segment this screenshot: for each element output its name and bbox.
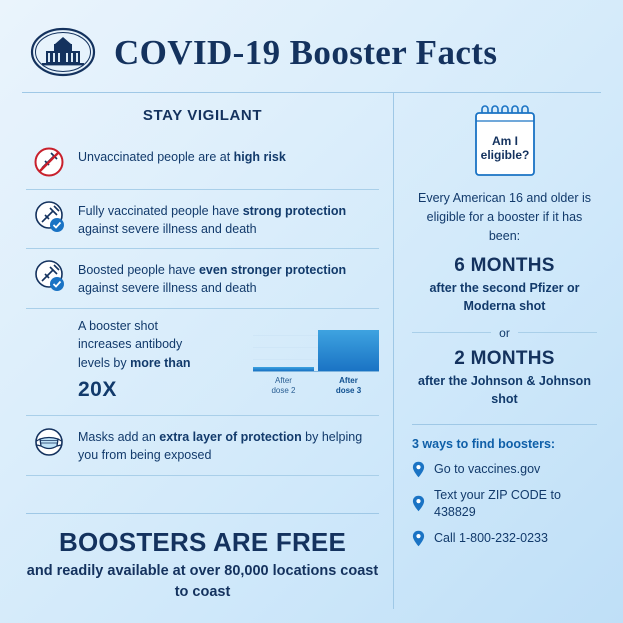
way-label: Call 1-800-232-0233 (434, 530, 548, 545)
map-pin-icon (412, 461, 425, 478)
svg-text:Am I: Am I (491, 134, 518, 148)
way-label: Text your ZIP CODE to 438829 (434, 487, 561, 519)
right-column (394, 93, 601, 609)
white-house-seal-icon (30, 26, 96, 78)
or-label: or (499, 325, 510, 340)
chart-labels (253, 376, 379, 396)
antibody-chart (253, 325, 379, 396)
boosters-free-banner (26, 513, 379, 609)
fact-boosted-text: Boosted people have even stronger protection against severe illness and death (78, 263, 347, 296)
find-boosters-title: 3 ways to find boosters: (412, 436, 556, 451)
face-mask-icon (32, 425, 66, 459)
option-a-duration: 6 MONTHS (454, 255, 555, 277)
way-vaccines-gov[interactable] (412, 461, 597, 478)
syringe-check-icon (32, 199, 66, 233)
fact-masks-text: Masks add an extra layer of protection by helping you from being exposed (78, 430, 363, 463)
find-boosters-section (412, 424, 597, 556)
antibody-row (26, 309, 379, 417)
header (22, 18, 601, 93)
chart-bar-dose3 (318, 330, 379, 372)
fact-vaccinated (26, 190, 379, 249)
fact-unvaccinated (26, 136, 379, 190)
fact-vaccinated-text: Fully vaccinated people have strong protection against severe illness and death (78, 204, 347, 237)
notepad-icon (462, 105, 548, 179)
chart-label-dose3: After dose 3 (335, 376, 362, 396)
antibody-copy: A booster shot increases antibody levels by more than 20X (26, 317, 241, 406)
eligibility-intro: Every American 16 and older is eligible for a booster if it has been: (417, 191, 591, 243)
svg-text:eligible?: eligible? (480, 148, 529, 162)
option-a-detail: after the second Pfizer or Moderna shot (429, 281, 580, 314)
chart-plot (253, 325, 379, 372)
divider-left (412, 332, 491, 333)
page-title: COVID-19 Booster Facts (114, 32, 498, 72)
fact-boosted (26, 249, 379, 308)
divider-right (518, 332, 597, 333)
syringe-check-icon (32, 258, 66, 292)
option-b-detail: after the Johnson & Johnson shot (418, 373, 591, 406)
fact-unvaccinated-text: Unvaccinated people are at high risk (78, 150, 286, 164)
banner-headline: BOOSTERS ARE FREE (58, 527, 347, 558)
no-vaccine-icon (32, 145, 66, 179)
option-b-duration: 2 MONTHS (454, 347, 555, 369)
chart-bar-dose2 (253, 367, 314, 372)
antibody-multiplier: 20X (78, 377, 117, 401)
banner-subline: and readily available at over 80,000 locations coast to coast (26, 562, 379, 600)
way-text-zip[interactable] (412, 487, 597, 521)
map-pin-icon (412, 530, 425, 547)
or-divider (412, 326, 597, 340)
way-call-number[interactable] (412, 530, 597, 547)
fact-masks (26, 416, 379, 475)
content-columns (22, 93, 601, 609)
chart-label-dose2: After dose 2 (271, 376, 296, 396)
left-column (22, 93, 394, 609)
way-label: Go to vaccines.gov (434, 461, 541, 476)
stay-vigilant-heading: STAY VIGILANT (142, 107, 263, 124)
map-pin-icon (412, 495, 425, 512)
